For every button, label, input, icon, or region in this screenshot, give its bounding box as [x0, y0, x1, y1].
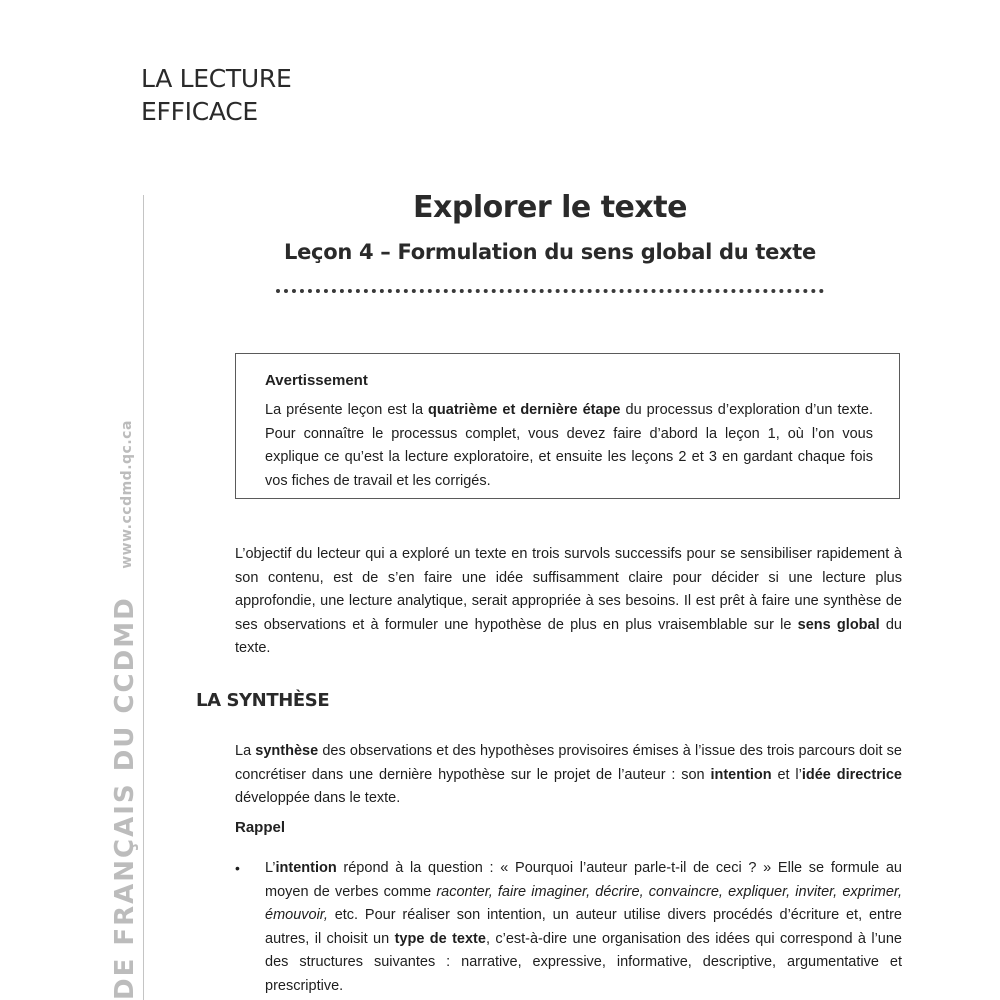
sidebar-website: www.ccdmd.qc.ca: [119, 420, 135, 569]
margin-rule: [143, 195, 144, 1000]
intro-emphasis: sens global: [797, 616, 880, 633]
rappel-text-part: etc. Pour réaliser son intention, un auteur utilise divers procédés d’écriture et, entre autres, il choisit un: [265, 907, 902, 947]
warning-title: Avertissement: [265, 372, 368, 389]
book-title: [141, 62, 291, 128]
rappel-label: Rappel: [235, 819, 286, 836]
warning-text-part: La présente leçon est la: [265, 402, 429, 418]
rappel-bullet-text: [265, 857, 902, 998]
book-title-line-1: LA LECTURE: [141, 64, 292, 93]
bullet-marker: •: [235, 860, 240, 876]
rappel-emphasis: type de texte: [394, 930, 486, 947]
rappel-italic: raconter, faire imaginer, décrire, convaincre, expliquer, inviter, exprimer, émouvoir,: [265, 883, 902, 923]
synthesis-text-part: développée dans le texte.: [235, 790, 401, 806]
synthesis-text-part: La: [235, 743, 256, 759]
synthesis-emphasis: idée directrice: [801, 766, 902, 783]
synthesis-emphasis: intention: [710, 766, 772, 783]
page-title: Explorer le texte: [413, 190, 687, 225]
synthesis-text-part: des observations et des hypothèses provisoires émises à l’issue des trois parcours doit se concrétiser dans une dernière hypothèse sur le projet de l’auteur : son: [235, 743, 902, 783]
sidebar-brand: DE FRANÇAIS DU CCDMD: [110, 596, 140, 1000]
section-heading: LA SYNTHÈSE: [196, 690, 330, 711]
warning-text: [265, 399, 873, 493]
rappel-text-part: , c’est-à-dire une organisation des idées qui correspond à l’une des structures suivantes : narrative, expressive, informative, descriptive, argumentative et prescriptive.: [265, 930, 902, 994]
intro-paragraph: [235, 543, 902, 661]
vertical-sidebar: [110, 420, 140, 1000]
synthesis-paragraph: [235, 740, 902, 811]
book-title-line-2: EFFICACE: [141, 97, 258, 126]
rappel-text-part: L’: [265, 860, 276, 876]
intro-text-part: du texte.: [235, 616, 902, 656]
lesson-subtitle: Leçon 4 – Formulation du sens global du texte: [284, 240, 816, 264]
rappel-text-part: répond à la question : « Pourquoi l’auteur parle-t-il de ceci ? » Elle se formule au moyen de verbes comme: [265, 860, 902, 900]
warning-emphasis: quatrième et dernière étape: [428, 402, 621, 418]
warning-text-part: du processus d’exploration d’un texte. Pour connaître le processus complet, vous devez faire d’abord la leçon 1, où l’on vous explique ce qu’est la lecture exploratoire, et ensuite les leçons 2 et 3 en gardant chaque fois vos fiches de travail et les corrigés.: [265, 402, 873, 489]
synthesis-text-part: et l’: [771, 766, 802, 783]
dotted-separator: [276, 289, 824, 293]
intro-text-part: L’objectif du lecteur qui a exploré un texte en trois survols successifs pour se sensibiliser rapidement à son contenu, est de s’en faire une idée suffisamment claire pour décider si une lecture plus approfondie, une lecture analytique, serait appropriée à ses besoins. Il est prêt à faire une synthèse de ses observations et à formuler une hypothèse de plus en plus vraisemblable sur le: [235, 546, 902, 633]
synthesis-emphasis: synthèse: [255, 743, 319, 759]
rappel-emphasis: intention: [275, 860, 337, 876]
